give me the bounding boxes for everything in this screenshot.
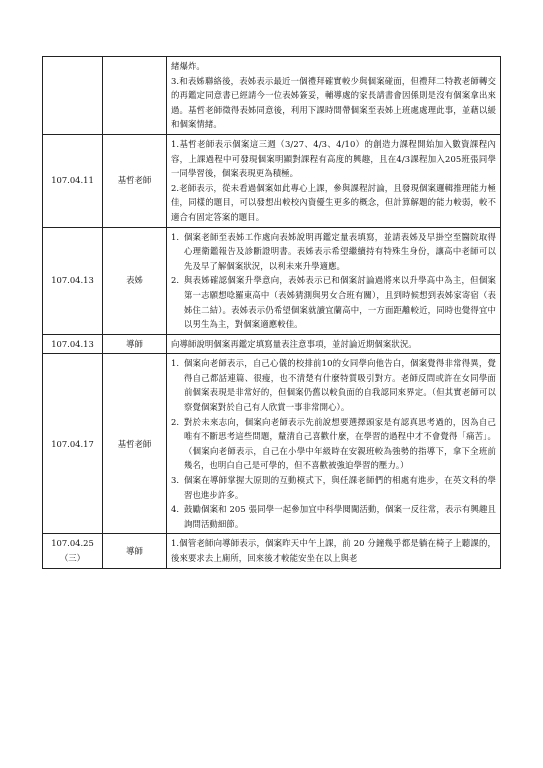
date-cell [43,134,103,227]
person-cell: 基哲老師 [103,354,167,534]
content-paragraph: 1.個管老師向導師表示，個案昨天中午上課，前 20 分鐘幾乎都是躺在椅子上聽課的，後來要求去上廁所，回來後才較能安坐在以上與老 [171,538,496,563]
content-cell [167,227,501,334]
list-item [171,230,496,274]
list-item-text: 鼓勵個案和 205 張同學一起參加宜中科學閱闖活動，個案一反往常，表示有興趣且詢問活動細節。 [184,504,496,529]
list-item [171,502,496,531]
list-item [171,356,496,414]
content-cell [167,57,501,135]
list-item-number: 2. [171,416,180,427]
date-text: 107.04.11 [51,175,94,186]
log-row [43,534,501,568]
content-cell [167,334,501,354]
counseling-log-table [42,56,501,569]
person-cell: 表姊 [103,227,167,334]
date-cell [43,227,103,334]
content-paragraph: 向導師說明個案再鑑定填寫量表注意事項，並討論近期個案狀況。 [171,338,417,349]
date-cell [43,534,103,568]
list-item-text: 對於未來志向，個案向老師表示先前說想要選擇頭家是有認真思考過的，因為自己唯有不斷思考這些問題，釐清自己喜歡什麼，在學習的過程中才不會覺得「痛苦」。（個案向老師表示，自己在小學中年級時在安親班較為強勢的指導下，拿下全班前幾名，也明白自己是可學的，但不喜歡被強迫學習的壓力。） [184,416,496,471]
date-cell [43,354,103,534]
person-cell [103,57,167,135]
date-text: 107.04.17 [51,438,94,449]
list-item-text: 個案老師至表姊工作處向表姊說明再鑑定量表填寫，並請表姊及早掛空至醫院取得心理衛鑑報告及診斷證明書。表姊表示希望繼續持有特殊生身份，讓高中老師可以先及早了解個案狀況，以利未來升學適應。 [184,231,496,271]
log-row [43,334,501,354]
content-paragraph: 緒爆炸。 [171,61,205,71]
log-body [43,57,501,569]
log-row [43,57,501,135]
log-row [43,354,501,534]
content-paragraph: 2.老師表示，從未看過個案如此專心上課，參與課程討論，且發現個案邏輯推理能力極佳，同樣的題目，可以發想出較校內資優生更多的概念，但計算解題的能力較弱，較不適合有固定答案的題目。 [171,182,496,222]
person-cell: 導師 [103,534,167,568]
list-item-text: 個案向老師表示，自己心儀的校排前10的女同學向他告白，個案覺得非常得異，覺得自己都話連篇、很瘦，也不清楚有什麼特質吸引對方。老師反問或許在女同學面前個案表現是非常好的，但個案仍舊以較負面的自我認同來界定。（但其實老師可以察覺個案對於自己有人欣賞一事非常開心）。 [184,358,496,413]
date-text: 107.04.13 [51,338,94,349]
list-item-number: 1. [171,358,180,369]
list-item-number: 1. [171,231,180,242]
content-cell [167,534,501,568]
list-item-text: 個案在導師掌握大原則的互動模式下，與任課老師們的相處有進步，在英文科的學習也進步許多。 [184,475,496,500]
date-cell [43,334,103,354]
log-row [43,134,501,227]
numbered-list [171,356,496,531]
list-item [171,415,496,473]
content-paragraph: 3.和表姊聯絡後，表姊表示最近一個禮拜確實較少與個案碰面，但禮拜二特教老師轉交的再鑑定同意書已經請今一位表姊簽妥，輔導處的家長請書會因係則是沒有個案拿出來過。基哲老師徵得表姊同意後，利用下課時間帶個案至表姊上班處處理此事，並藉以緩和個案情緒。 [171,75,496,130]
numbered-list [171,230,496,332]
list-item-number: 3. [171,475,180,486]
content-cell [167,134,501,227]
list-item-number: 4. [171,504,180,515]
date-cell [43,57,103,135]
log-row [43,227,501,334]
list-item [171,273,496,331]
person-cell: 基哲老師 [103,134,167,227]
list-item-number: 2. [171,275,180,286]
date-text: 107.04.25 [51,538,94,549]
list-item [171,473,496,502]
list-item-text: 與表姊確認個案升學意向，表姊表示已和個案討論過將來以升學高中為主，但個案第一志願想唸羅東高中（表姊猜測與男女合班有關），且到時候想到表姊家寄宿（表姊住二結）。表姊表示仍希望個案就讀宜蘭高中，一方面距離較近，同時也覺得宜中以男生為主，對個案適應較佳。 [184,275,496,330]
content-paragraph: 1.基哲老師表示個案這三週（3/27、4/3、4/10）的創造力課程開始加入數資課程內容，上課過程中可發現個案明顯對課程有高度的興趣，且在4/3課程加入205班張同學一同學習後，個案表現更為積極。 [171,138,496,179]
date-text: 107.04.13 [51,275,94,286]
content-cell [167,354,501,534]
weekday-text: （三） [59,553,86,563]
person-cell: 導師 [103,334,167,354]
